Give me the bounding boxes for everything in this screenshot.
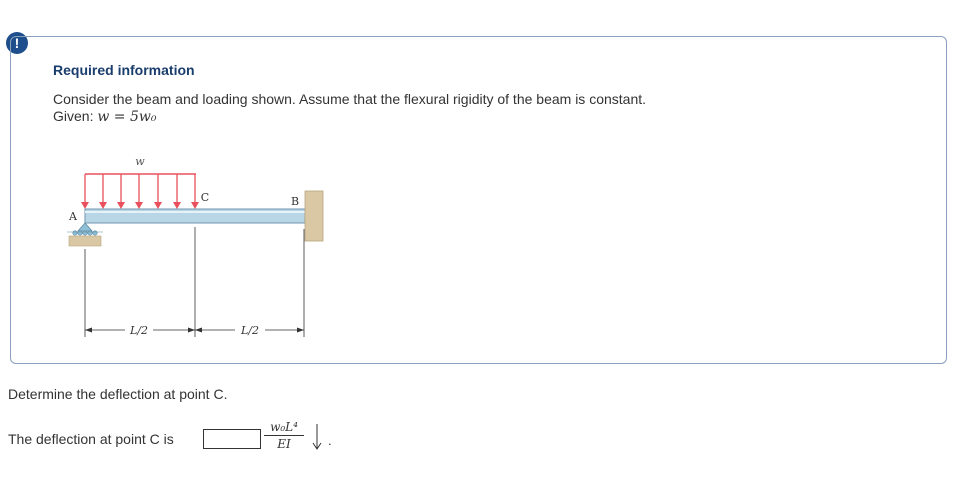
info-description	[53, 91, 646, 126]
given-line	[53, 108, 646, 126]
dimension-left-label: L/2	[129, 324, 149, 337]
dimension-lines	[85, 227, 304, 337]
alert-icon: !	[6, 32, 28, 54]
roller-support	[67, 223, 103, 246]
fixed-wall-support	[305, 191, 323, 241]
answer-label: The deflection at point C is	[8, 431, 174, 447]
unit-denominator: EI	[277, 437, 291, 451]
deflection-answer-input[interactable]	[203, 429, 261, 449]
beam-figure	[45, 149, 345, 349]
given-value: w = 5w₀	[97, 109, 157, 125]
dimension-right-label: L/2	[240, 324, 260, 337]
point-a-label: A	[69, 210, 77, 223]
given-label: Given:	[53, 108, 94, 124]
load-label: w	[135, 155, 145, 168]
point-b-label: B	[290, 195, 300, 208]
unit-fraction	[264, 420, 304, 451]
info-title: Required information	[53, 62, 195, 78]
distributed-load	[81, 174, 199, 209]
down-arrow-icon	[310, 422, 324, 452]
point-c-label: C	[200, 191, 210, 204]
trailing-period: .	[328, 433, 332, 448]
problem-statement: Consider the beam and loading shown. Assume that the flexural rigidity of the beam is constant.	[53, 91, 647, 107]
unit-numerator: w₀L⁴	[264, 420, 304, 436]
required-information-card	[10, 36, 947, 364]
question-prompt: Determine the deflection at point C.	[8, 386, 228, 402]
